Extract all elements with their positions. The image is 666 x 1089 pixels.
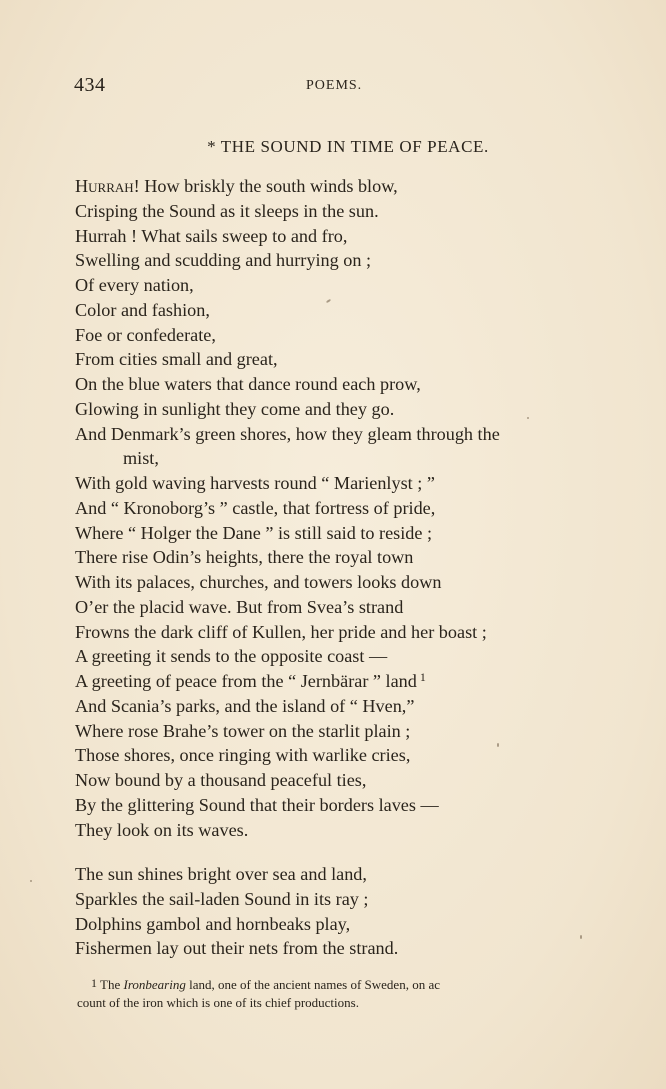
verse-line: A greeting it sends to the opposite coast —: [75, 646, 388, 667]
running-head: POEMS.: [306, 78, 363, 93]
opening-word: Hurrah: [75, 176, 134, 196]
verse-line: Color and fashion,: [75, 299, 210, 320]
verse-line: Where “ Holger the Dane ” is still said to reside ;: [75, 522, 433, 543]
verse-line: Frowns the dark cliff of Kullen, her pride and her boast ;: [75, 621, 487, 642]
verse-text: ! How briskly the south winds blow,: [133, 176, 398, 196]
verse-line: Of every nation,: [75, 275, 194, 295]
verse-line: On the blue waters that dance round each prow,: [75, 374, 421, 394]
footnote-text: The: [100, 977, 121, 992]
verse-line: There rise Odin’s heights, there the royal town: [75, 547, 414, 568]
verse-line: Fishermen lay out their nets from the strand.: [75, 938, 399, 959]
verse-line: And Denmark’s green shores, how they gleam through the: [75, 423, 500, 444]
verse-line: O’er the placid wave. But from Svea’s strand: [75, 596, 404, 617]
verse-line: By the glittering Sound that their borders laves —: [75, 794, 439, 815]
poem-title: * THE SOUND IN TIME OF PEACE.: [207, 137, 489, 156]
paper-speck: [527, 417, 529, 419]
paper-speck: [580, 935, 582, 939]
verse-line: The sun shines bright over sea and land,: [75, 864, 367, 884]
page-header: [74, 74, 594, 100]
verse-line: Crisping the Sound as it sleeps in the sun.: [75, 200, 379, 221]
page-number: 434: [74, 74, 106, 96]
verse-line: With its palaces, churches, and towers looks down: [75, 572, 442, 592]
footnote-emphasis: Ironbearing: [123, 977, 186, 992]
paper-speck: [30, 880, 32, 882]
verse-line: From cities small and great,: [75, 349, 278, 370]
verse-line: They look on its waves.: [75, 819, 249, 840]
footnote-reference[interactable]: 1: [419, 670, 426, 684]
verse-line: And “ Kronoborg’s ” castle, that fortress of pride,: [75, 497, 436, 518]
footnote-text: land, one of the ancient names of Sweden, on ac: [189, 977, 440, 992]
verse-line: Glowing in sunlight they come and they go.: [75, 398, 395, 419]
stanza-2: [75, 862, 615, 961]
verse-line: And Scania’s parks, and the island of “ Hven,”: [75, 695, 415, 716]
footnote-line: [77, 976, 597, 994]
verse-line: [75, 174, 615, 199]
verse-line: Dolphins gambol and hornbeaks play,: [75, 913, 351, 934]
verse-text: A greeting of peace from the “ Jernbärar ” land: [75, 671, 417, 691]
verse-line: Now bound by a thousand peaceful ties,: [75, 770, 367, 790]
footnote-line: count of the iron which is one of its chief productions.: [77, 995, 359, 1010]
verse-line: Swelling and scudding and hurrying on ;: [75, 250, 372, 271]
footnote: [77, 976, 597, 1011]
verse-line: Sparkles the sail-laden Sound in its ray ;: [75, 888, 369, 909]
verse-line: Hurrah ! What sails sweep to and fro,: [75, 225, 348, 246]
verse-line: Those shores, once ringing with warlike cries,: [75, 745, 411, 766]
stanza-1: [75, 174, 615, 842]
verse-line: [75, 669, 615, 694]
paper-speck: [497, 743, 499, 747]
verse-line: Foe or confederate,: [75, 324, 216, 345]
footnote-mark: 1: [91, 976, 97, 990]
verse-line: Where rose Brahe’s tower on the starlit plain ;: [75, 720, 411, 741]
verse-line-continuation: mist,: [123, 448, 159, 469]
verse-line: With gold waving harvests round “ Marienlyst ; ”: [75, 473, 435, 493]
